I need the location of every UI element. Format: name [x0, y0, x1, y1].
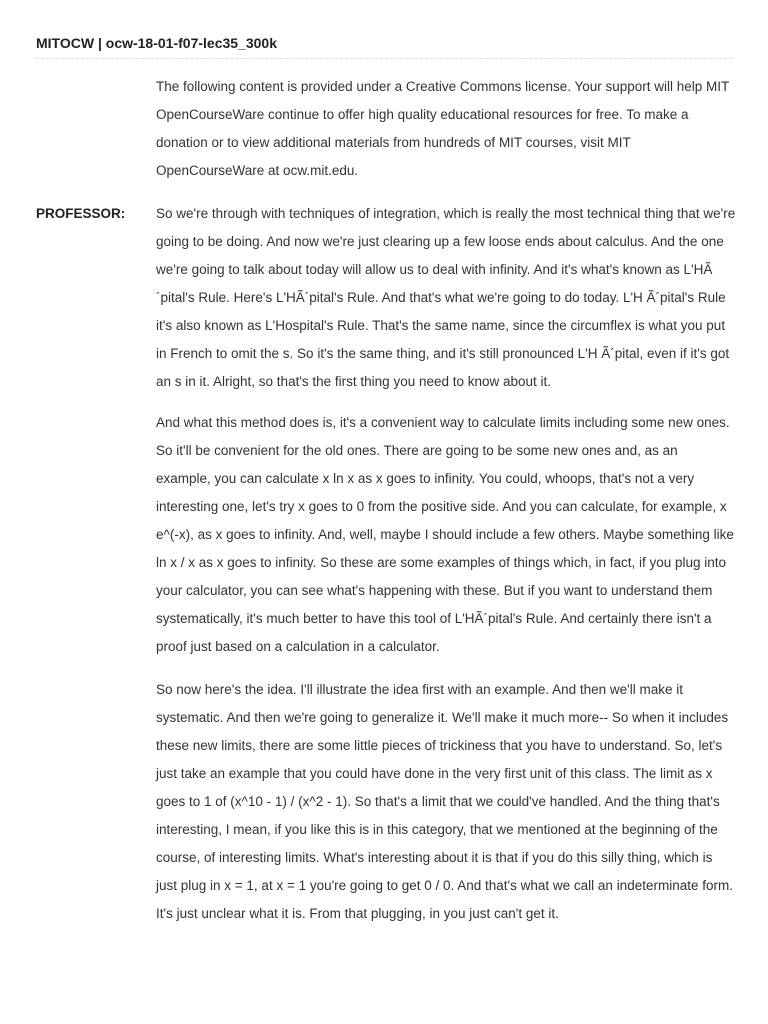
document-title: MITOCW | ocw-18-01-f07-lec35_300k	[36, 35, 277, 51]
intro-paragraph: The following content is provided under a Creative Commons license. Your support will help MIT OpenCourseWare continue to offer high quality educational resources for free. To make a donation or to view additional materials from hundreds of MIT courses, visit MIT OpenCourseWare at ocw.mit.edu.	[156, 79, 730, 178]
transcript-paragraph-1: So we're through with techniques of integration, which is really the most technical thing that we're going to be doing. And now we're just clearing up a few loose ends about calculus. And the one we're going to talk about today will allow us to deal with infinity. And it's what's known as L'HÃ´pital's Rule. Here's L'HÃ´pital's Rule. And that's what we're going to do today. L'H Ã´pital's Rule it's also known as L'Hospital's Rule. That's the same name, since the circumflex is what you put in French to omit the s. So it's the same thing, and it's still pronounced L'H Ã´pital, even if it's got an s in it. Alright, so that's the first thing you need to know about it.	[156, 206, 736, 389]
speaker-label: PROFESSOR:	[36, 206, 126, 221]
transcript-paragraph-3: So now here's the idea. I'll illustrate the idea first with an example. And then we'll make it systematic. And then we're going to generalize it. We'll make it much more-- So when it includes these new limits, there are some little pieces of trickiness that you have to understand. So, let's just take an example that you could have done in the very first unit of this class. The limit as x goes to 1 of (x^10 - 1) / (x^2 - 1). So that's a limit that we could've handled. And the thing that's interesting, I mean, if you like this is in this category, that we mentioned at the beginning of the course, of interesting limits. What's interesting about it is that if you do this silly thing, which is just plug in x = 1, at x = 1 you're going to get 0 / 0. And that's what we call an indeterminate form. It's just unclear what it is. From that plugging, in you just can't get it.	[156, 682, 733, 921]
header-divider	[36, 58, 732, 59]
transcript-paragraph-2: And what this method does is, it's a convenient way to calculate limits including some new ones. So it'll be convenient for the old ones. There are going to be some new ones and, as an example, you can calculate x ln x as x goes to infinity. You could, whoops, that's not a very interesting one, let's try x goes to 0 from the positive side. And you can calculate, for example, x e^(-x), as x goes to infinity. And, well, maybe I should include a few others. Maybe something like ln x / x as x goes to infinity. So these are some examples of things which, in fact, if you plug into your calculator, you can see what's happening with these. But if you want to understand them systematically, it's much better to have this tool of L'HÃ´pital's Rule. And certainly there isn't a proof just based on a calculation in a calculator.	[156, 415, 734, 654]
